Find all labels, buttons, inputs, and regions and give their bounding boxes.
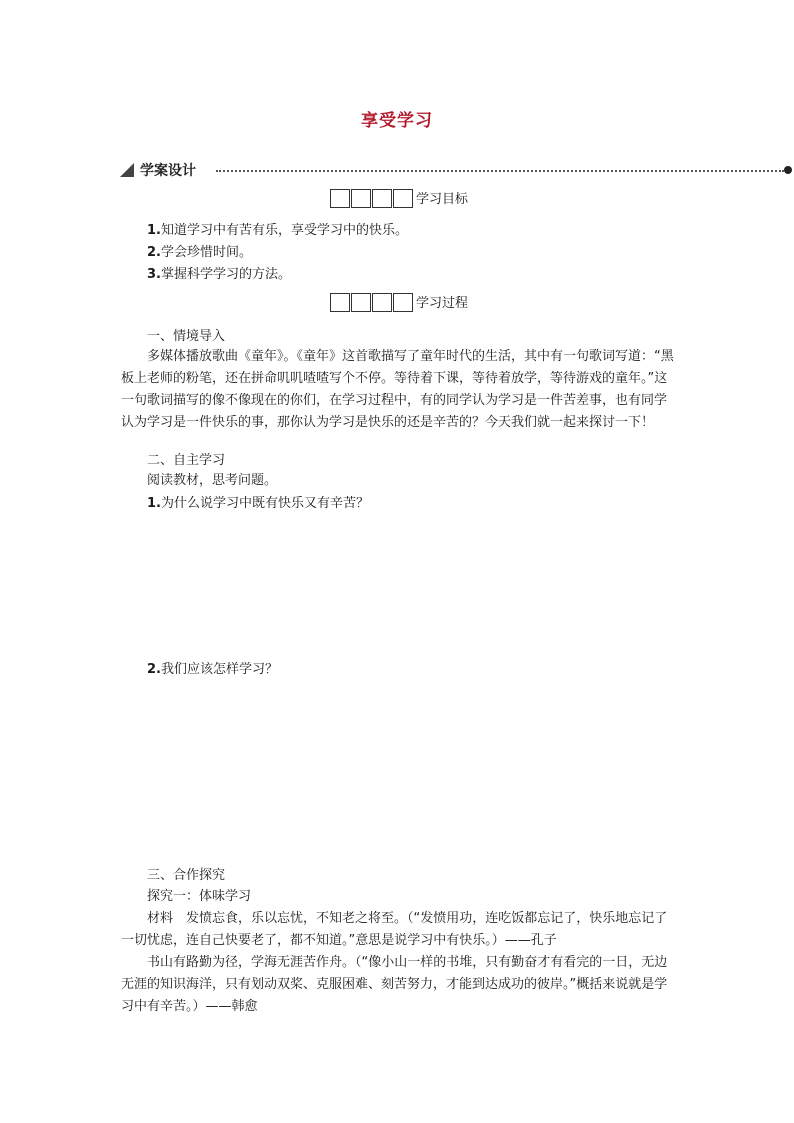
process-heading-text: 学习过程 — [416, 296, 469, 311]
goals-heading-text: 学习目标 — [416, 192, 469, 207]
part2-heading: 二、自主学习 — [147, 453, 226, 468]
question-2: 2.我们应该怎样学习？ — [147, 662, 278, 677]
question-1: 1.为什么说学习中既有快乐又有辛苦？ — [147, 496, 369, 511]
part3-subheading: 探究一：体味学习 — [147, 889, 252, 904]
dot-end-icon — [784, 166, 792, 174]
dotted-divider — [216, 170, 784, 172]
part1-paragraph: 多媒体播放歌曲《童年》。《童年》这首歌描写了童年时代的生活，其中有一句歌词写道：“黑板上老师的粉笔，还在拼命叽叽喳喳写个不停。等待着下课，等待着放学，等待游戏的童年。”这一句歌词描写的像不像现在的你们，在学习过程中，有的同学认为学习是一件苦差事，也有同学认为学习是一件快乐的事，那你认为学习是快乐的还是辛苦的？今天我们就一起来探讨一下！ — [121, 349, 674, 430]
section-header-bar — [120, 160, 792, 180]
triangle-icon — [120, 163, 134, 177]
process-heading — [330, 292, 468, 312]
material-2: 书山有路勤为径，学海无涯苦作舟。（“像小山一样的书堆，只有勤奋才有看完的一日，无边无涯的知识海洋，只有划动双桨、克服困难、刻苦努力，才能到达成功的彼岸。”概括来说就是学习中有辛苦。）——韩愈 — [121, 955, 668, 1014]
section-label: 学案设计 — [140, 163, 196, 179]
page-title: 享受学习 — [361, 111, 433, 131]
heading-box — [372, 293, 392, 312]
heading-box — [351, 189, 371, 208]
part2-intro: 阅读教材，思考问题。 — [147, 473, 278, 488]
heading-box — [330, 189, 350, 208]
material-1: 材料 发愤忘食，乐以忘忧，不知老之将至。（“发愤用功，连吃饭都忘记了，快乐地忘记了一切忧虑，连自己快要老了，都不知道。”意思是说学习中有快乐。）——孔子 — [121, 911, 668, 948]
goals-heading — [330, 188, 468, 208]
heading-box — [330, 293, 350, 312]
goal-item: 1.知道学习中有苦有乐，享受学习中的快乐。 — [147, 223, 408, 238]
heading-box — [351, 293, 371, 312]
goal-item: 3.掌握科学学习的方法。 — [147, 267, 291, 282]
heading-box — [393, 293, 413, 312]
heading-box — [372, 189, 392, 208]
heading-box — [393, 189, 413, 208]
goal-item: 2.学会珍惜时间。 — [147, 245, 252, 260]
part3-heading: 三、合作探究 — [147, 868, 226, 883]
part1-heading: 一、情境导入 — [147, 329, 226, 344]
